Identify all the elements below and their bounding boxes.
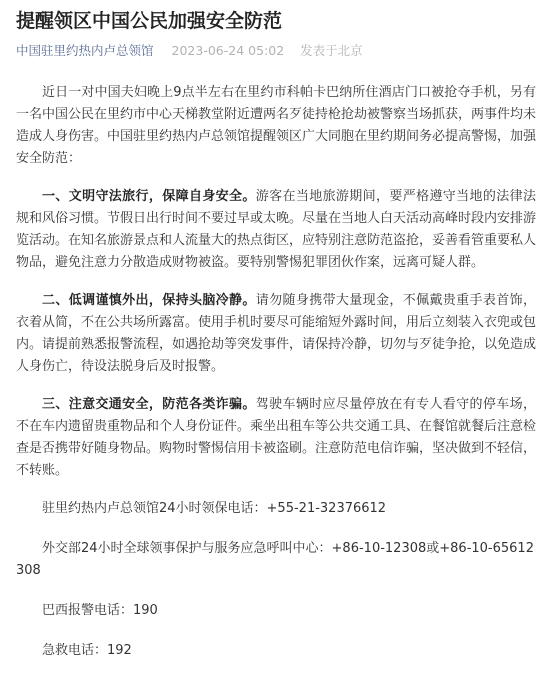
section-paragraph-3: [16, 394, 536, 482]
section-heading-2: 二、低调谨慎外出，保持头脑冷静。: [42, 293, 256, 308]
section-body-3: 驾驶车辆时应尽量停放在有专人看守的停车场，不在车内遗留贵重物品和个人身份证件。乘坐出租车等公共交通工具、在餐馆就餐后注意检查是否携带好随身物品。购物时警惕信用卡被盗刷。注意防范电信诈骗，坚决做到不轻信，不转账。: [16, 397, 537, 478]
emergency-number: 急救电话：192: [42, 643, 132, 658]
article-title: 提醒领区中国公民加强安全防范: [16, 10, 283, 32]
section-paragraph-1: [16, 186, 536, 274]
section-paragraph-2: [16, 290, 536, 378]
police-number: 巴西报警电话：190: [42, 603, 158, 618]
account-name-link[interactable]: 中国驻里约热内卢总领馆: [16, 43, 154, 58]
publish-time: 2023-06-24 05:02: [171, 43, 285, 58]
section-heading-3: 三、注意交通安全，防范各类诈骗。: [42, 397, 256, 412]
section-heading-1: 一、文明守法旅行，保障自身安全。: [42, 189, 256, 204]
mfa-hotline: 外交部24小时全球领事保护与服务应急呼叫中心：+86-10-12308或+86-10-65612308: [16, 541, 534, 578]
publish-location: 发表于北京: [300, 43, 363, 58]
consulate-hotline: 驻里约热内卢总领馆24小时领保电话：+55-21-32376612: [42, 501, 387, 516]
section-body-1: 游客在当地旅游期间，要严格遵守当地的法律法规和风俗习惯。节假日出行时间不要过早或太晚。尽量在当地人白天活动高峰时段内安排游览活动。在知名旅游景点和人流量大的热点街区，应特别注意防范盗抢，妥善看管重要私人物品，避免注意力分散造成财物被盗。要特别警惕犯罪团伙作案，远离可疑人群。: [16, 189, 537, 270]
intro-paragraph: 近日一对中国夫妇晚上9点半左右在里约市科帕卡巴纳所住酒店门口被抢夺手机，另有一名中国公民在里约市中心天梯教堂附近遭两名歹徒持枪抢劫被警察当场抓获，两事件均未造成人身伤害。中国驻里约热内卢总领馆提醒领区广大同胞在里约期间务必提高警惕，加强安全防范：: [16, 85, 537, 166]
section-body-2: 请勿随身携带大量现金，不佩戴贵重手表首饰，衣着从简，不在公共场所露富。使用手机时要尽可能缩短外露时间，用后立刻装入衣兜或包内。请提前熟悉报警流程，如遇抢劫等突发事件，请保持冷静，切勿与歹徒争抢，以免造成人身伤亡，待设法脱身后及时报警。: [16, 293, 537, 374]
article-meta: [16, 42, 536, 60]
